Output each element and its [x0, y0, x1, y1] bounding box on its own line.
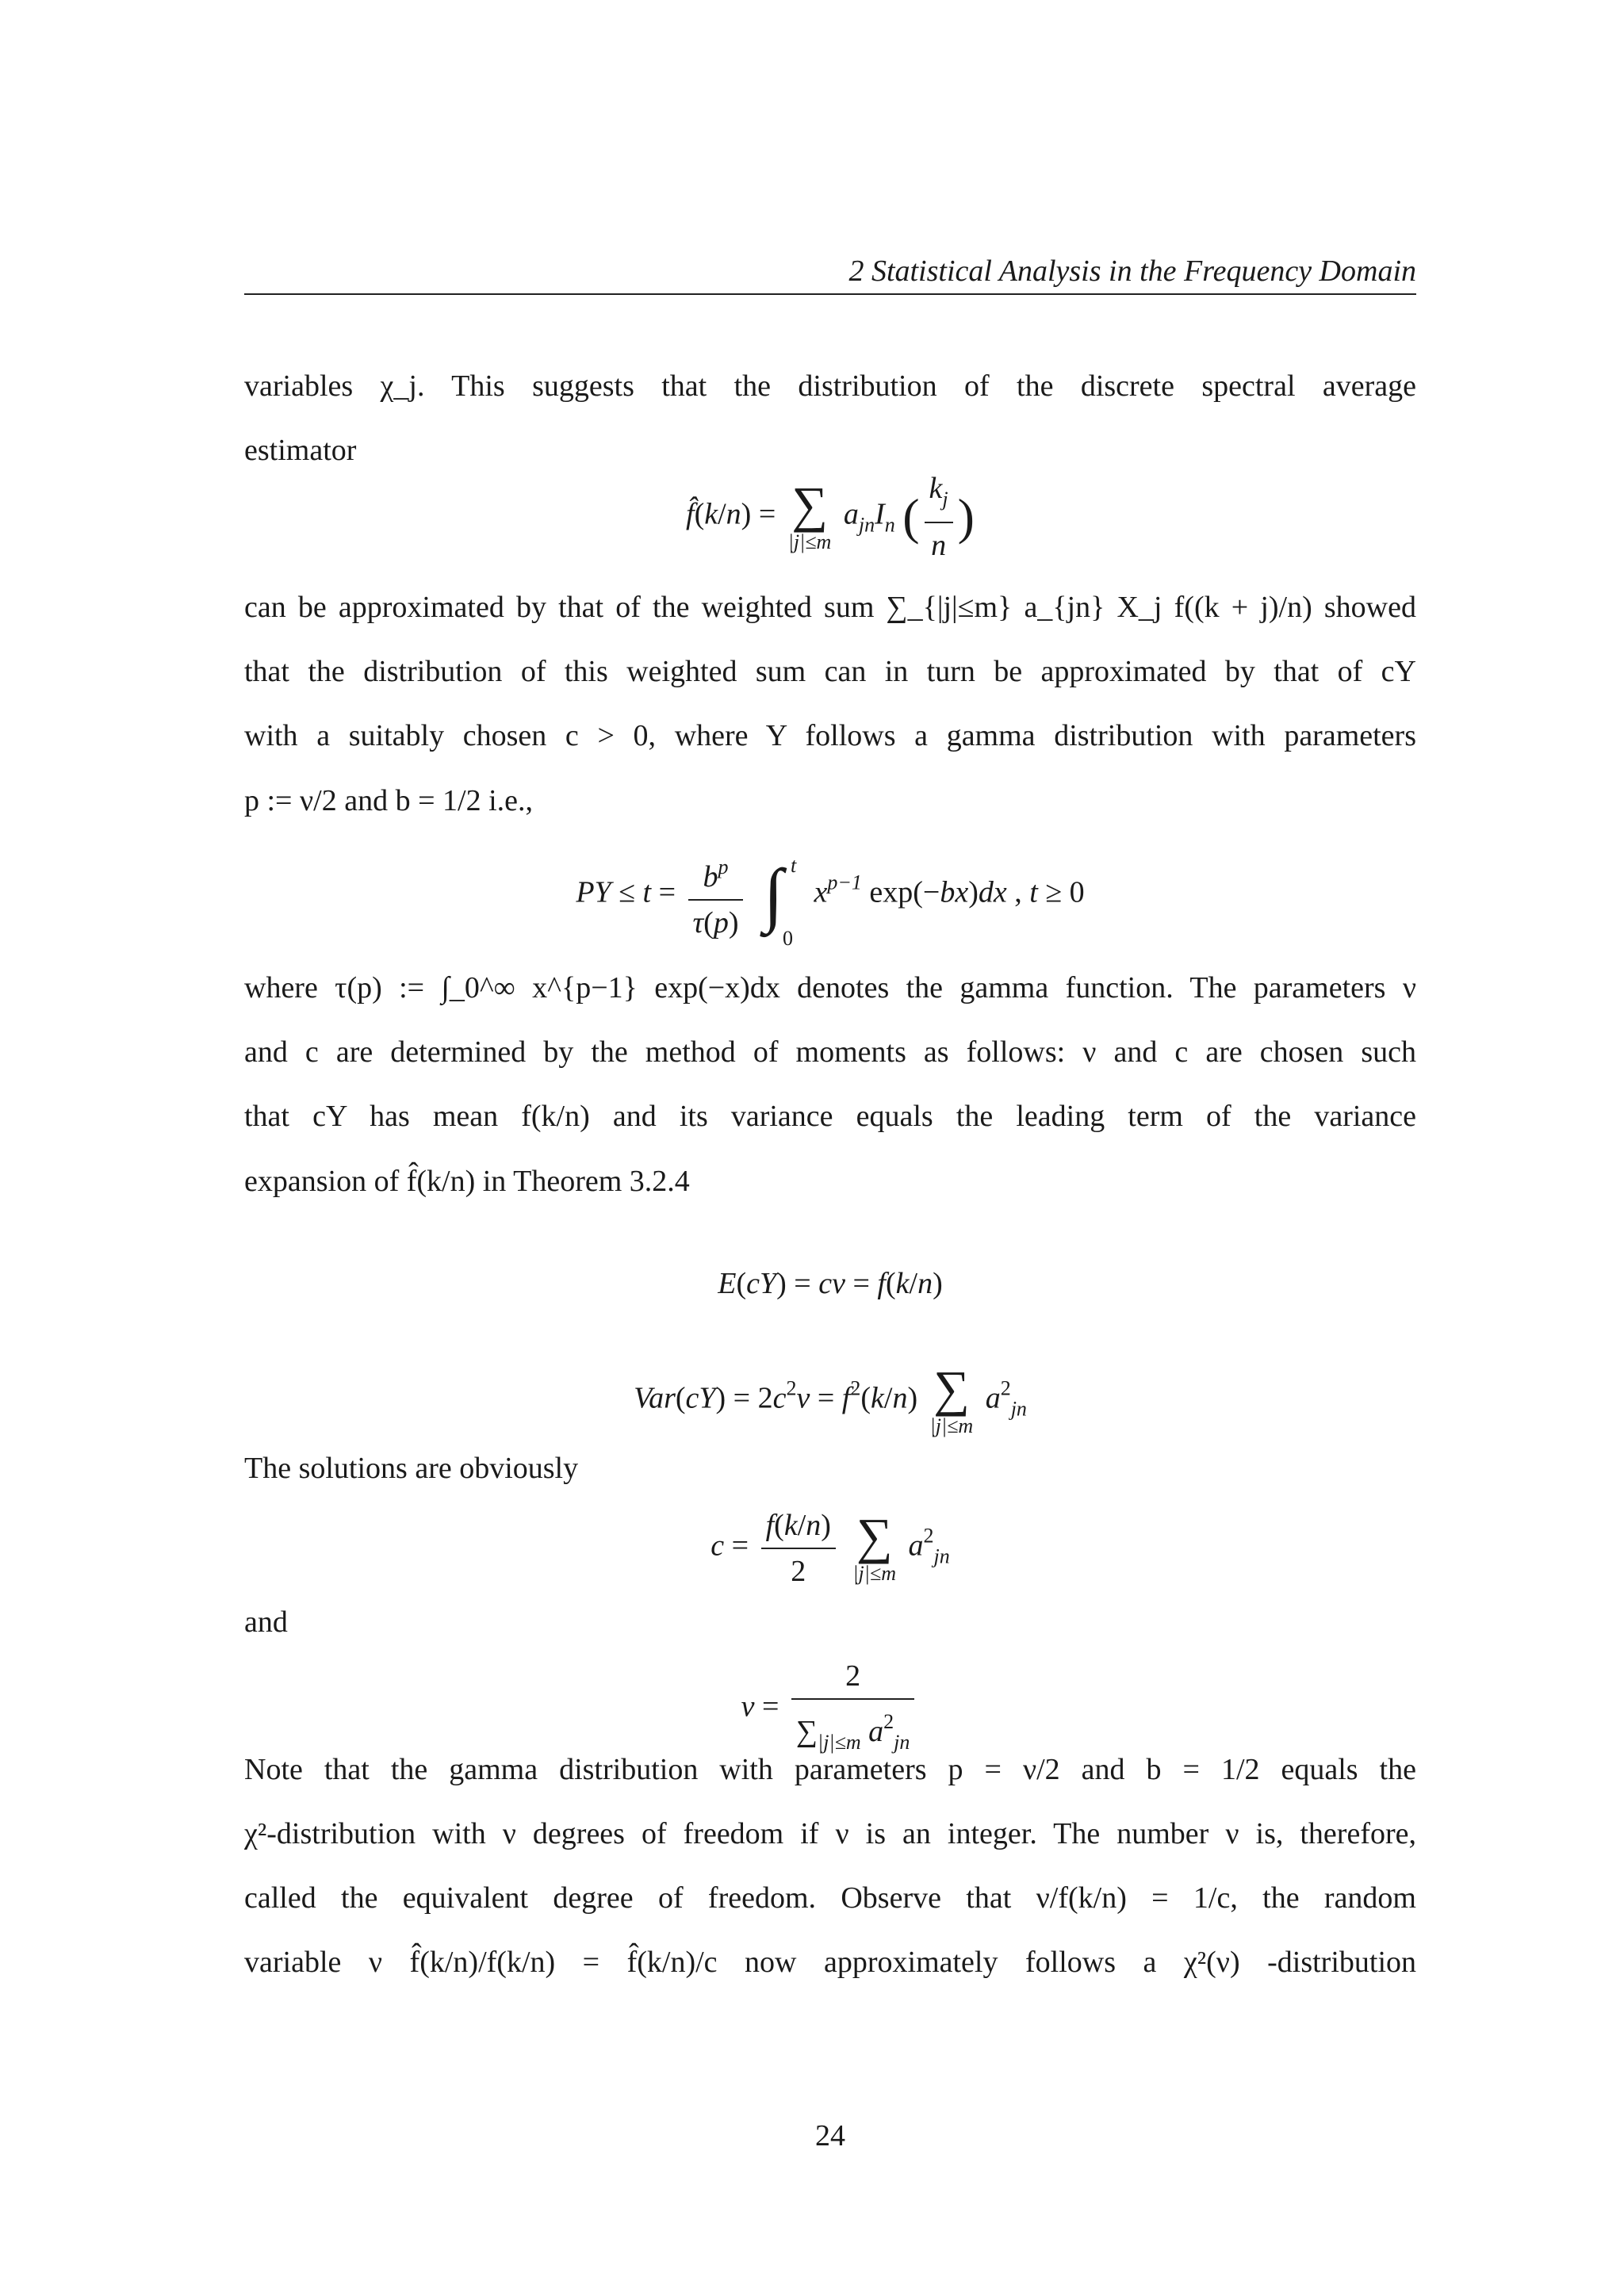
text-line-12: and	[244, 1605, 288, 1639]
running-title: 2 Statistical Analysis in the Frequency Domain	[848, 254, 1416, 288]
text-line-1: variables χ_j. This suggests that the distribution of the discrete spectral average	[244, 369, 1416, 403]
text-line-9: that cY has mean f(k/n) and its variance equals the leading term of the variance	[244, 1100, 1416, 1133]
text-line-6: p := ν/2 and b = 1/2 i.e.,	[244, 784, 534, 817]
text-line-15: called the equivalent degree of freedom. Observe that ν/f(k/n) = 1/c, the random	[244, 1881, 1416, 1915]
equation-6: ν = $\frac{2}{\sum_{|j|\le m} a^2_{jn}}$	[244, 1657, 1416, 1762]
text-line-8: and c are determined by the method of moments as follows: ν and c are chosen such	[244, 1035, 1416, 1069]
text-line-16: variable ν f̂(k/n)/f(k/n) = f̂(k/n)/c now approximately follows a χ²(ν) -distribution	[244, 1946, 1416, 1979]
equation-1: f̂(k/n) = ∑ |j|≤m $a_{jn}I_n$ ( $\frac{k_j}{n}$ )	[244, 469, 1416, 564]
running-header	[244, 252, 1416, 290]
equation-3: E(cY) = cν = f(k/n)	[718, 1267, 943, 1300]
text-line-5: with a suitably chosen c > 0, where Y follows a gamma distribution with parameters	[244, 719, 1416, 752]
equation-5: c = $\frac{f(k/n)}{2}$ ∑ |j|≤m $a^2_{jn}$	[710, 1508, 950, 1588]
text-line-4: that the distribution of this weighted sum can in turn be approximated by that of cY	[244, 655, 1416, 688]
text-line-13: Note that the gamma distribution with parameters p = ν/2 and b = 1/2 equals the	[244, 1753, 1416, 1786]
sum-symbol: ∑ |j|≤m	[852, 1508, 896, 1585]
sum-symbol: ∑ |j|≤m	[929, 1360, 974, 1437]
text-line-2: estimator	[244, 434, 357, 467]
page-number: 24	[815, 2119, 845, 2152]
text-line-11: The solutions are obviously	[244, 1452, 579, 1485]
equation-2: PY ≤ t = $\frac{b^p}{\tau(p)}$ ∫ t 0 $x^{p-1}$ exp(−bx)dx , t ≥ 0	[244, 848, 1416, 942]
text-line-7: where τ(p) := ∫_0^∞ x^{p−1} exp(−x)dx denotes the gamma function. The parameters ν	[244, 971, 1416, 1004]
integral-symbol: ∫ t 0	[763, 854, 797, 950]
text-line-10: expansion of f̂(k/n) in Theorem 3.2.4	[244, 1165, 690, 1198]
text-line-3: can be approximated by that of the weighted sum ∑_{|j|≤m} a_{jn} X_j f((k + j)/n) showed	[244, 591, 1416, 624]
header-rule	[244, 293, 1416, 295]
equation-4: $Var(cY) = 2c^2\nu = f^2(k/n)$ ∑ |j|≤m $a^2_{jn}$	[634, 1360, 1027, 1437]
sum-symbol: ∑ |j|≤m	[787, 476, 832, 553]
text-line-14: χ²-distribution with ν degrees of freedom if ν is an integer. The number ν is, therefore,	[244, 1817, 1416, 1850]
